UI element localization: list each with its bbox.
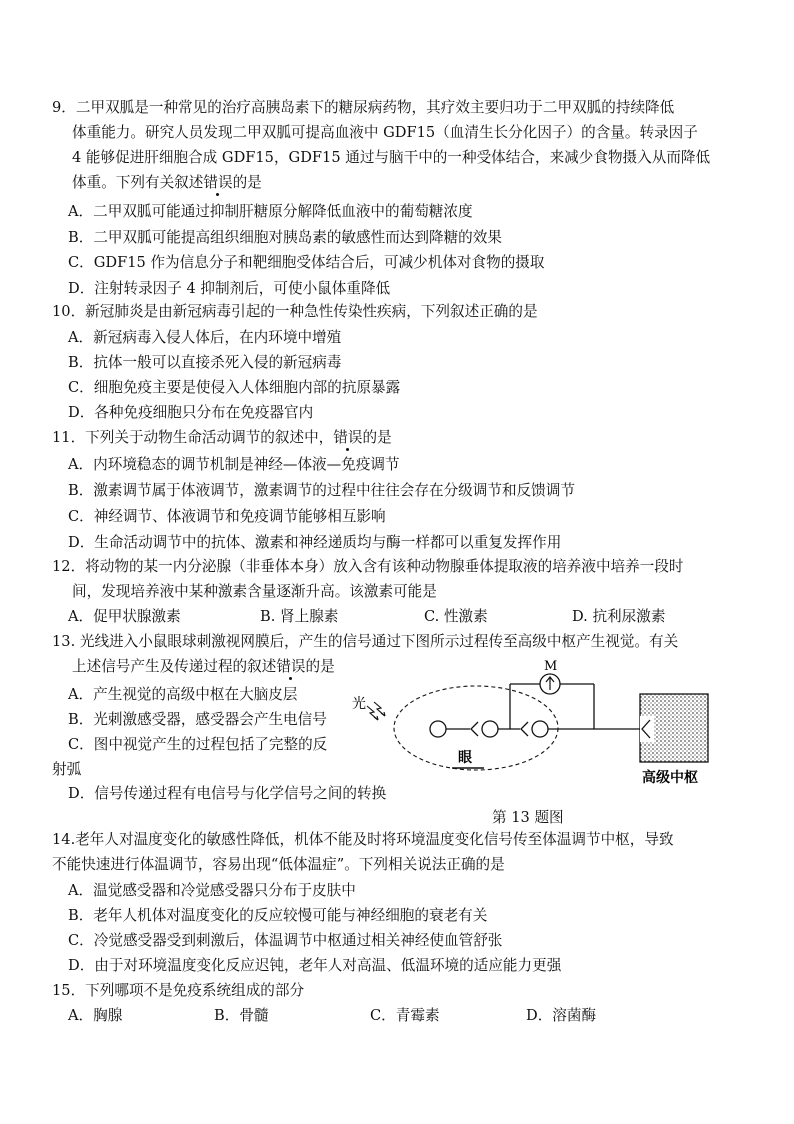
q14-option-a: A．温觉感受器和冷觉感受器只分布于皮肤中 [68, 882, 356, 899]
higher-center-label: 高级中枢 [642, 770, 698, 786]
q15-option-b: B．骨髓 [214, 1007, 269, 1024]
q13-option-d: D．信号传递过程有电信号与化学信号之间的转换 [68, 785, 387, 802]
q14-stem-line2: 不能快速进行体温调节，容易出现“低体温症”。下列相关说法正确的是 [52, 856, 505, 873]
q11-option-d: D．生命活动调节中的抗体、激素和神经递质均与酶一样都可以重复发挥作用 [68, 534, 562, 551]
q13-option-b: B．光刺激感受器，感受器会产生电信号 [68, 711, 327, 728]
q13-emphasis-word: 错误 [276, 658, 306, 675]
q13-stem-text-end: 的是 [305, 658, 335, 675]
q13-stem-text: 上述信号产生及传递过程的叙述 [72, 658, 277, 675]
meter-label: M [544, 659, 558, 674]
q15-stem: 15．下列哪项不是免疫系统组成的部分 [52, 982, 305, 999]
q12-stem-line2: 间，发现培养液中某种激素含量逐渐升高。该激素可能是 [72, 583, 437, 600]
q11-option-b: B．激素调节属于体液调节，激素调节的过程中往往会存在分级调节和反馈调节 [68, 482, 575, 499]
q9-option-d: D．注射转录因子 4 抑制剂后，可使小鼠体重降低 [68, 280, 391, 297]
q9-stem-line4 [72, 173, 262, 193]
q10-option-a: A．新冠病毒入侵人体后，在内环境中增殖 [68, 329, 342, 346]
q9-stem-line1: 9．二甲双胍是一种常见的治疗高胰岛素下的糖尿病药物，其疗效主要归功于二甲双胍的持续降低 [52, 99, 675, 116]
q12-option-a: A．促甲状腺激素 [68, 608, 181, 625]
q10-option-d: D．各种免疫细胞只分布在免疫器官内 [68, 404, 314, 421]
q11-stem-text: 11．下列关于动物生命活动调节的叙述中， [52, 429, 334, 446]
q14-option-b: B．老年人机体对温度变化的反应较慢可能与神经细胞的衰老有关 [68, 907, 488, 924]
q9-option-c: C．GDF15 作为信息分子和靶细胞受体结合后，可减少机体对食物的摄取 [68, 254, 545, 271]
q13-reflex-diagram [352, 656, 772, 786]
q9-option-b: B．二甲双胍可能提高组织细胞对胰岛素的敏感性而达到降糖的效果 [68, 229, 502, 246]
q12-option-b: B. 肾上腺素 [260, 608, 339, 625]
q12-option-d: D. 抗利尿激素 [572, 608, 666, 625]
eye-label: 眼 [458, 750, 472, 766]
q13-option-a: A．产生视觉的高级中枢在大脑皮层 [68, 686, 298, 703]
q15-option-c: C．青霉素 [370, 1007, 440, 1024]
q10-option-b: B．抗体一般可以直接杀死入侵的新冠病毒 [68, 354, 342, 371]
q11-stem-text-end: 的是 [362, 429, 392, 446]
q10-option-c: C．细胞免疫主要是使侵入人体细胞内部的抗原暴露 [68, 379, 401, 396]
q14-stem-line1: 14.老年人对温度变化的敏感性降低，机体不能及时将环境温度变化信号传至体温调节中枢，导致 [52, 831, 674, 848]
q15-option-d: D．溶菌酶 [526, 1007, 597, 1024]
q14-option-d: D．由于对环境温度变化反应迟钝，老年人对高温、低温环境的适应能力更强 [68, 957, 562, 974]
q11-stem [52, 428, 392, 448]
q11-option-c: C．神经调节、体液调节和免疫调节能够相互影响 [68, 508, 386, 525]
light-label: 光 [352, 696, 366, 712]
light-ray-icon [367, 702, 385, 720]
q9-emphasis-word: 错误 [203, 174, 233, 191]
q13-stem-line2 [72, 657, 335, 677]
q13-stem-line1: 13. 光线进入小鼠眼球刺激视网膜后，产生的信号通过下图所示过程传至高级中枢产生视觉。有关 [52, 633, 679, 650]
neuron-chain [430, 720, 650, 738]
q9-stem-line3: 4 能够促进肝细胞合成 GDF15，GDF15 通过与脑干中的一种受体结合，来减少食物摄入从而降低 [72, 149, 711, 166]
q9-option-a: A．二甲双胍可能通过抑制肝糖原分解降低血液中的葡萄糖浓度 [68, 203, 473, 220]
q12-option-c: C. 性激素 [424, 608, 488, 625]
q11-emphasis-word: 错误 [333, 429, 363, 446]
q12-stem-line1: 12．将动物的某一内分泌腺（非垂体本身）放入含有该种动物腺垂体提取液的培养液中培养一段时 [52, 558, 684, 575]
q13-option-c-line2: 射弧 [52, 761, 82, 778]
q14-option-c: C．冷觉感受器受到刺激后，体温调节中枢通过相关神经使血管舒张 [68, 932, 503, 949]
q13-option-c-line1: C．图中视觉产生的过程包括了完整的反 [68, 736, 328, 753]
q15-option-a: A．胸腺 [68, 1007, 123, 1024]
q9-stem-text: 体重。下列有关叙述 [72, 174, 204, 191]
q9-stem-line2: 体重能力。研究人员发现二甲双胍可提高血液中 GDF15（血清生长分化因子）的含量。转录因子 [72, 124, 698, 141]
q13-figure-caption: 第 13 题图 [492, 809, 564, 826]
q9-stem-text-end: 的是 [232, 174, 262, 191]
q10-stem: 10．新冠肺炎是由新冠病毒引起的一种急性传染性疾病，下列叙述正确的是 [52, 303, 538, 320]
q11-option-a: A．内环境稳态的调节机制是神经—体液—免疫调节 [68, 456, 400, 473]
